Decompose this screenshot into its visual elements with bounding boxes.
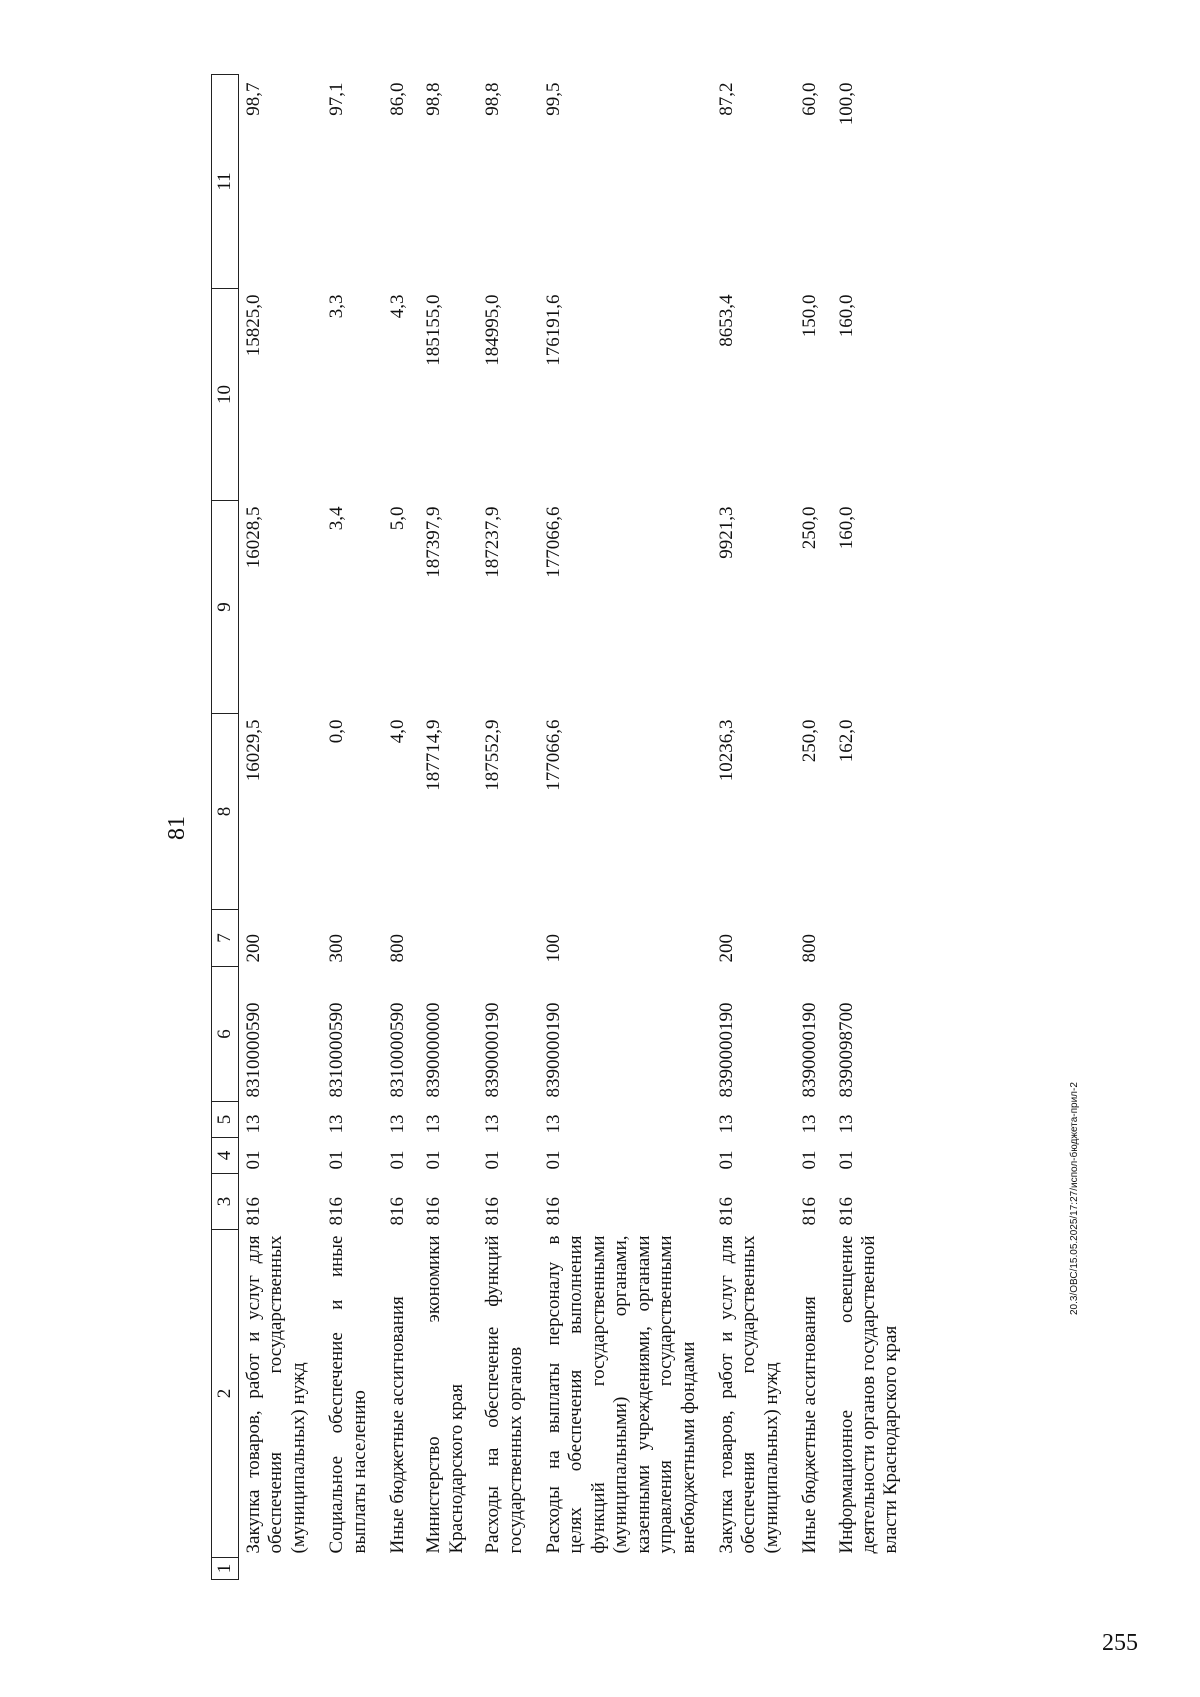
row-index-cell <box>423 1558 482 1580</box>
header-cell: 9 <box>212 501 239 714</box>
table-row <box>543 75 716 1580</box>
row-name-cell: Министерство экономики Краснодарского края <box>423 1235 467 1554</box>
ministry-code-cell: 816 <box>799 1197 821 1226</box>
value-cell-8: 177066,6 <box>543 719 565 791</box>
ministry-code-cell: 816 <box>543 1197 565 1226</box>
row-name-cell: Закупка товаров, работ и услуг для обеспечения государственных (муниципальных) нужд <box>243 1235 309 1554</box>
ministry-code-cell: 816 <box>715 1197 737 1226</box>
row-name-cell: Расходы на обеспечение функций государственных органов <box>482 1235 526 1554</box>
header-cell: 5 <box>212 1102 239 1138</box>
value-cell-10: 15825,0 <box>243 294 264 357</box>
value-cell-10: 184995,0 <box>482 294 504 366</box>
section-code-cell: 01 <box>326 1150 348 1170</box>
row-index-cell <box>543 1558 716 1580</box>
ministry-code-cell: 816 <box>326 1197 348 1226</box>
subsection-code-cell: 13 <box>243 1114 264 1134</box>
percent-cell: 97,1 <box>326 82 348 116</box>
row-name-cell: Расходы на выплаты персоналу в целях обеспечения выполнения функций государственными (муниципальными) органами, казенными учреждениями, органами управления государственными внебюджетными фондами <box>543 1235 699 1554</box>
table-row <box>387 75 423 1580</box>
page-footer-number: 255 <box>1102 1630 1138 1656</box>
row-name-cell: Иные бюджетные ассигнования <box>799 1296 821 1554</box>
value-cell-9: 250,0 <box>799 506 821 550</box>
target-code-cell: 8390000190 <box>799 1002 821 1098</box>
section-code-cell: 01 <box>482 1150 504 1170</box>
value-cell-8: 0,0 <box>326 719 348 744</box>
row-name-cell: Иные бюджетные ассигнования <box>387 1296 409 1554</box>
value-cell-10: 150,0 <box>799 294 821 338</box>
value-cell-10: 160,0 <box>835 294 857 338</box>
row-index-cell <box>326 1558 387 1580</box>
value-cell-9: 177066,6 <box>543 506 565 578</box>
expense-type-cell: 800 <box>387 934 409 963</box>
percent-cell: 98,8 <box>482 82 504 116</box>
value-cell-10: 3,3 <box>326 294 348 319</box>
value-cell-9: 187237,9 <box>482 506 504 578</box>
section-code-cell: 01 <box>835 1150 857 1170</box>
section-code-cell: 01 <box>423 1150 445 1170</box>
header-cell: 11 <box>212 75 239 289</box>
header-cell: 3 <box>212 1174 239 1230</box>
target-code-cell: 8390000190 <box>543 1002 565 1098</box>
table-row <box>326 75 387 1580</box>
section-code-cell: 01 <box>715 1150 737 1170</box>
row-index-cell <box>387 1558 423 1580</box>
ministry-code-cell: 816 <box>835 1197 857 1226</box>
percent-cell: 86,0 <box>387 82 409 116</box>
target-code-cell: 8390098700 <box>835 1002 857 1098</box>
section-code-cell: 01 <box>799 1150 821 1170</box>
value-cell-9: 5,0 <box>387 506 409 531</box>
subsection-code-cell: 13 <box>423 1114 445 1134</box>
value-cell-10: 185155,0 <box>423 294 445 366</box>
percent-cell: 100,0 <box>835 82 857 126</box>
value-cell-9: 187397,9 <box>423 506 445 578</box>
value-cell-8: 4,0 <box>387 719 409 744</box>
expense-type-cell <box>482 910 543 967</box>
subsection-code-cell: 13 <box>387 1114 409 1134</box>
row-name-cell: Закупка товаров, работ и услуг для обеспечения государственных (муниципальных) нужд <box>715 1235 782 1554</box>
value-cell-10: 176191,6 <box>543 294 565 366</box>
table-row <box>239 75 327 1580</box>
row-index-cell <box>239 1558 327 1580</box>
value-cell-10: 8653,4 <box>715 294 737 347</box>
header-cell: 10 <box>212 289 239 501</box>
subsection-code-cell: 13 <box>326 1114 348 1134</box>
rotated-sheet <box>165 75 1155 1580</box>
value-cell-9: 9921,3 <box>715 506 737 559</box>
value-cell-8: 162,0 <box>835 719 857 763</box>
row-index-cell <box>482 1558 543 1580</box>
value-cell-8: 10236,3 <box>715 719 737 782</box>
table-row <box>799 75 835 1580</box>
row-index-cell <box>836 1558 903 1580</box>
value-cell-9: 3,4 <box>326 506 348 531</box>
ministry-code-cell: 816 <box>423 1197 445 1226</box>
row-name-cell: Информационное освещение деятельности органов государственной власти Краснодарского края <box>835 1235 902 1554</box>
expense-type-cell: 200 <box>243 934 264 963</box>
target-code-cell: 8390000190 <box>715 1002 737 1098</box>
value-cell-8: 187714,9 <box>423 719 445 791</box>
row-index-cell <box>799 1558 835 1580</box>
section-code-cell: 01 <box>543 1150 565 1170</box>
ministry-code-cell: 816 <box>482 1197 504 1226</box>
ministry-code-cell: 816 <box>243 1197 264 1226</box>
target-code-cell: 8390000000 <box>423 1002 445 1098</box>
header-cell: 4 <box>212 1138 239 1174</box>
value-cell-10: 4,3 <box>387 294 409 319</box>
header-cell: 8 <box>212 714 239 910</box>
subsection-code-cell: 13 <box>715 1114 737 1134</box>
expense-type-cell <box>423 910 482 967</box>
section-code-cell: 01 <box>243 1150 264 1170</box>
expense-type-cell: 800 <box>799 934 821 963</box>
value-cell-8: 187552,9 <box>482 719 504 791</box>
document-reference: 20.3/ОВС/15.05.2025/17:27/испол-бюджета-прил-2 <box>1069 1082 1080 1315</box>
row-name-cell: Социальное обеспечение и иные выплаты населению <box>326 1235 370 1554</box>
table-row <box>716 75 799 1580</box>
target-code-cell: 8310000590 <box>326 1002 348 1098</box>
header-cell: 7 <box>212 910 239 967</box>
percent-cell: 98,8 <box>423 82 445 116</box>
subsection-code-cell: 13 <box>835 1114 857 1134</box>
table-row <box>482 75 543 1580</box>
percent-cell: 87,2 <box>715 82 737 116</box>
value-cell-8: 16029,5 <box>243 719 264 782</box>
subsection-code-cell: 13 <box>799 1114 821 1134</box>
value-cell-9: 160,0 <box>835 506 857 550</box>
subsection-code-cell: 13 <box>543 1114 565 1134</box>
value-cell-8: 250,0 <box>799 719 821 763</box>
target-code-cell: 8310000590 <box>243 1002 264 1098</box>
percent-cell: 99,5 <box>543 82 565 116</box>
table-row <box>836 75 903 1580</box>
header-cell: 2 <box>212 1230 239 1558</box>
header-cell: 1 <box>212 1558 239 1580</box>
row-index-cell <box>716 1558 799 1580</box>
header-cell: 6 <box>212 967 239 1102</box>
percent-cell: 60,0 <box>799 82 821 116</box>
expense-type-cell: 100 <box>543 934 565 963</box>
ministry-code-cell: 816 <box>387 1197 409 1226</box>
sheet-page-number: 81 <box>164 816 190 840</box>
budget-table <box>211 74 903 1580</box>
value-cell-9: 16028,5 <box>243 506 264 569</box>
table-row <box>423 75 482 1580</box>
section-code-cell: 01 <box>387 1150 409 1170</box>
target-code-cell: 8310000590 <box>387 1002 409 1098</box>
expense-type-cell: 200 <box>715 934 737 963</box>
expense-type-cell: 300 <box>326 934 348 963</box>
expense-type-cell <box>836 910 903 967</box>
target-code-cell: 8390000190 <box>482 1002 504 1098</box>
table-header-row <box>212 75 239 1580</box>
percent-cell: 98,7 <box>243 82 264 116</box>
subsection-code-cell: 13 <box>482 1114 504 1134</box>
